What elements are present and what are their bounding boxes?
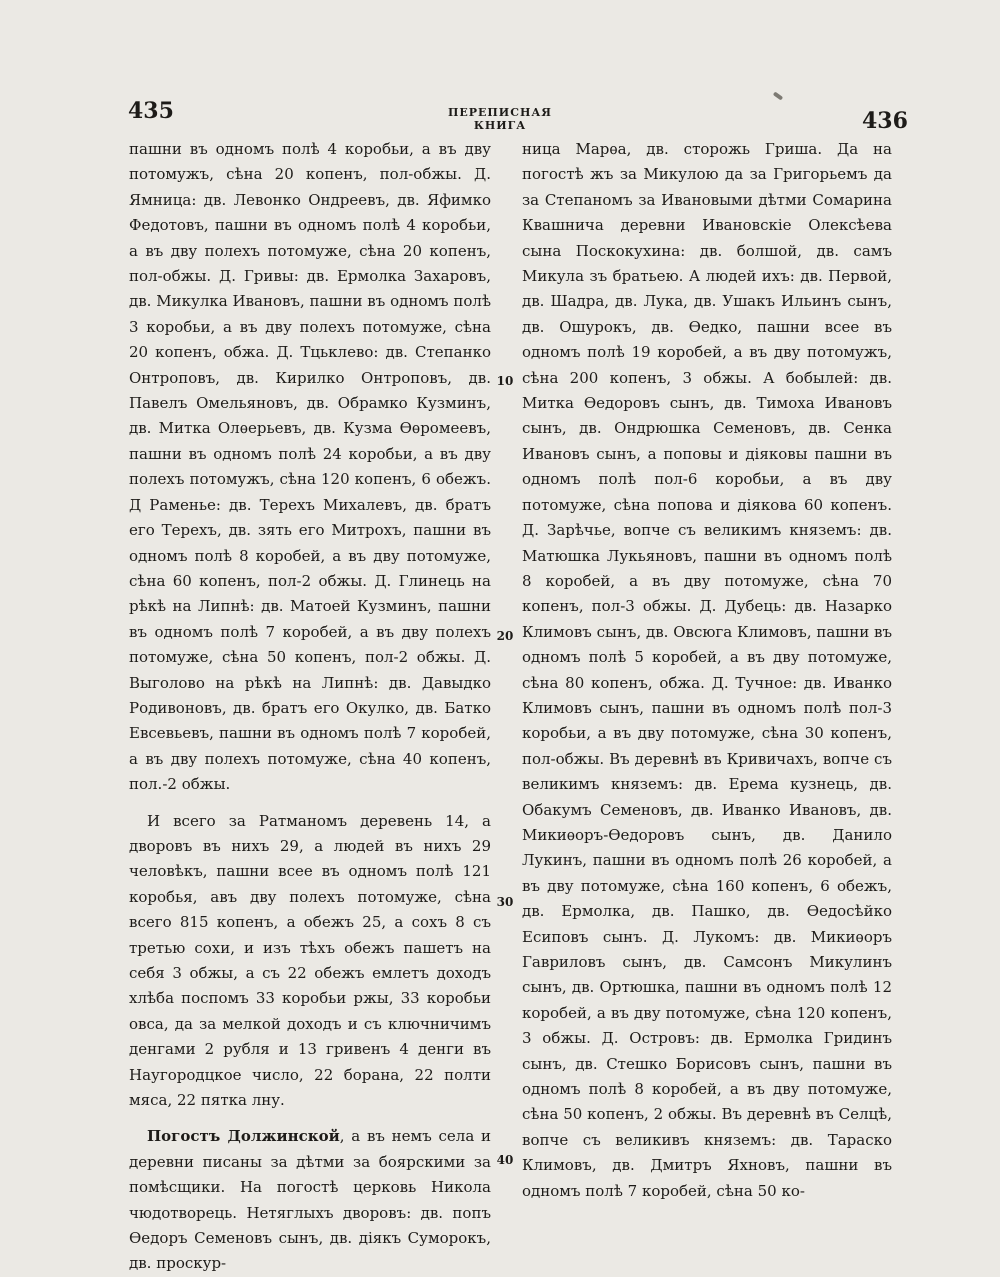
paragraph-text: , а въ немъ села и деревни писаны за дѣтми за боярскими за помѣсщики. На погостѣ церковь Никола чюдотворець. Нетяглыхъ дворовъ: дв. попъ Ѳедоръ Семеновъ сынъ, дв. діякъ Суморокъ, дв. проскур- (129, 1127, 491, 1273)
paragraph-gap (129, 1113, 491, 1124)
line-number-marker: 20 (496, 629, 514, 643)
paragraph: пашни въ одномъ полѣ 4 коробьи, а въ дву потомужъ, сѣна 20 копенъ, пол-обжы. Д. Ямница: дв. Левонко Ондреевъ, дв. Яфимко Федотовъ, пашни въ одномъ полѣ 4 коробьи, а въ дву полехъ потомуже, сѣна 20 копенъ, пол-обжы. Д. Гривы: дв. Ермолка Захаровъ, дв. Микулка Ивановъ, пашни въ одномъ полѣ 3 коробьи, а въ дву полехъ потомуже, сѣна 20 копенъ, обжа. Д. Тцьклево: дв. Степанко Онтроповъ, дв. Кирилко Онтроповъ, дв. Павелъ Омельяновъ, дв. Обрамко Кузминъ, дв. Митка Олѳерьевъ, дв. Кузма Ѳѳромеевъ, пашни въ одномъ полѣ 24 коробьи, а въ дву полехъ потомужъ, сѣна 120 копенъ, 6 обежъ. Д Раменье: дв. Терехъ Михалевъ, дв. братъ его Терехъ, дв. зять его Митрохъ, пашни въ одномъ полѣ 8 коробей, а въ дву потомуже, сѣна 60 копенъ, пол-2 обжы. Д. Глинець на рѣкѣ на Липнѣ: дв. Матоей Кузминъ, пашни въ одномъ полѣ 7 коробей, а въ дву полехъ потомуже, сѣна 50 копенъ, пол-2 обжы. Д. Выголово на рѣкѣ на Липнѣ: дв. Давыдко Родивоновъ, дв. братъ его Окулко, дв. Батко Евсевьевъ, пашни въ одномъ полѣ 7 коробей, а въ дву полехъ потомуже, сѣна 40 копенъ, пол.-2 обжы. (129, 140, 491, 794)
scan-blemish (773, 91, 783, 100)
running-header-title: ПЕРЕПИСНАЯ КНИГА (447, 106, 552, 132)
section-heading: Погостъ Должинской (147, 1127, 340, 1146)
left-text-column (129, 137, 491, 1277)
right-text-column (522, 137, 892, 1204)
line-number-marker: 10 (496, 374, 514, 388)
paragraph: ница Марѳа, дв. сторожь Гриша. Да на погостѣ жъ за Микулою да за Григорьемъ да за Степаномъ за Ивановыми дѣтми Сомарина Квашнича деревни Ивановскіе Олексѣева сына Поскокухина: дв. болшой, дв. самъ Микула зъ братьею. А людей ихъ: дв. Первой, дв. Шадра, дв. Лука, дв. Ушакъ Ильинъ сынъ, дв. Ошурокъ, дв. Ѳедко, пашни всее въ одномъ полѣ 19 коробей, а въ дву потомужъ, сѣна 200 копенъ, 3 обжы. А бобылей: дв. Митка Ѳедоровъ сынъ, дв. Тимоха Ивановъ сынъ, дв. Ондрюшка Семеновъ, дв. Сенка Ивановъ сынъ, а поповы и діяковы пашни въ одномъ полѣ пол-6 коробьи, а въ дву потомуже, сѣна попова и діякова 60 копенъ. Д. Зарѣчье, вопче съ великимъ княземъ: дв. Матюшка Лукьяновъ, пашни въ одномъ полѣ 8 коробей, а въ дву потомуже, сѣна 70 копенъ, пол-3 обжы. Д. Дубець: дв. Назарко Климовъ сынъ, дв. Овсюга Климовъ, пашни въ одномъ полѣ 5 коробей, а въ дву потомуже, сѣна 80 копенъ, обжа. Д. Тучное: дв. Иванко Климовъ сынъ, пашни въ одномъ полѣ пол-3 коробьи, а въ дву потомуже, сѣна 30 копенъ, пол-обжы. Въ деревнѣ въ Кривичахъ, вопче съ великимъ княземъ: дв. Ерема кузнець, дв. Обакумъ Семеновъ, дв. Иванко Ивановъ, дв. Микиѳоръ-Ѳедоровъ сынъ, дв. Данило Лукинъ, пашни въ одномъ полѣ 26 коробей, а въ дву потомуже, сѣна 160 копенъ, 6 обежъ, дв. Ермолка, дв. Пашко, дв. Ѳедосѣйко Есиповъ сынъ. Д. Лукомъ: дв. Микиѳоръ Гавриловъ сынъ, дв. Самсонъ Микулинъ сынъ, дв. Ортюшка, пашни въ одномъ полѣ 12 коробей, а въ дву потомуже, сѣна 120 копенъ, 3 обжы. Д. Островъ: дв. Ермолка Гридинъ сынъ, дв. Стешко Борисовъ сынъ, пашни въ одномъ полѣ 8 коробей, а въ дву потомуже, сѣна 50 копенъ, 2 обжы. Въ деревнѣ въ Селцѣ, вопче съ великивъ княземъ: дв. Тараско Климовъ, дв. Дмитръ Яхновъ, пашни въ одномъ полѣ 7 коробей, сѣна 50 ко- (522, 140, 892, 1200)
left-page-number: 435 (128, 98, 174, 124)
paragraph-gap (129, 798, 491, 809)
line-number-marker: 40 (496, 1153, 514, 1167)
paragraph: И всего за Ратманомъ деревень 14, а дворовъ въ нихъ 29, а людей въ нихъ 29 человѣкъ, пашни всее въ одномъ полѣ 121 коробья, авъ дву полехъ потомуже, сѣна всего 815 копенъ, а обежъ 25, а сохъ 8 съ третью сохи, и изъ тѣхъ обежъ пашетъ на себя 3 обжы, а съ 22 обежъ емлетъ доходъ хлѣба поспомъ 33 коробьи ржы, 33 коробьи овса, да за мелкой доходъ и съ ключничимъ денгами 2 рубля и 13 гривенъ 4 денги въ Наугородцкое число, 22 борана, 22 полти мяса, 22 пятка лну. (129, 811, 491, 1110)
paragraph (129, 1124, 491, 1276)
right-page-number: 436 (862, 108, 908, 134)
line-number-marker: 30 (496, 895, 514, 909)
